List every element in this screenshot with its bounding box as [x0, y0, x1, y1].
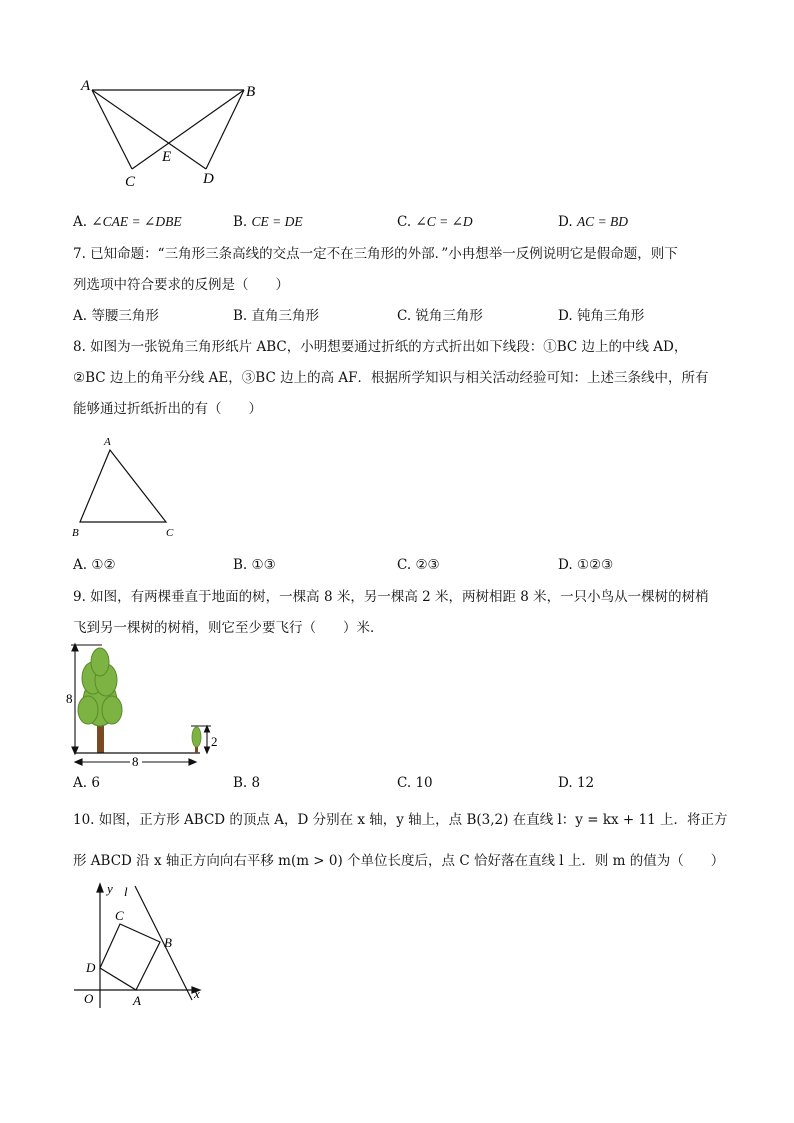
arrow-left-icon	[75, 759, 82, 765]
option-text: 8	[251, 775, 261, 791]
option-letter: A.	[73, 214, 88, 230]
option-text: 6	[91, 775, 100, 791]
label-e: E	[162, 149, 172, 165]
axis-x-label: x	[194, 986, 200, 1001]
distance-label: 8	[132, 754, 139, 769]
y-axis-arrow-icon	[97, 884, 103, 892]
tall-height-label: 8	[66, 691, 73, 706]
q6-option-d[interactable]	[558, 213, 628, 231]
option-letter: B.	[233, 308, 248, 324]
q10-coordinate-figure	[70, 880, 210, 1010]
option-letter: C.	[397, 214, 412, 230]
option-text: CE = DE	[251, 214, 303, 229]
segment-bd	[206, 90, 244, 169]
axis-y-label: y	[107, 881, 113, 896]
short-tree-crown-icon	[192, 727, 201, 747]
option-text: ①②	[91, 557, 116, 573]
q8-text-line3: 能够通过折纸折出的有（ ）	[73, 401, 262, 417]
q7-option-d[interactable]	[558, 307, 644, 325]
short-height-label: 2	[211, 734, 218, 749]
q8-text-line2: ②BC 边上的角平分线 AE，③BC 边上的高 AF．根据所学知识与相关活动经验可知：上述三条线中，所有	[73, 370, 709, 386]
tall-tree-trunk	[97, 724, 104, 753]
q9-option-c[interactable]	[397, 774, 433, 792]
q9-trees-figure	[66, 640, 226, 770]
tall-tree-crown-icon	[78, 648, 122, 726]
arrow-up-icon	[205, 726, 210, 732]
segment-ac	[92, 90, 132, 169]
label-b: B	[246, 84, 256, 100]
option-text: AC = BD	[576, 214, 629, 229]
option-letter: A.	[73, 308, 88, 324]
option-letter: D.	[558, 775, 573, 791]
option-text: 钝角三角形	[576, 308, 645, 324]
option-text: 锐角三角形	[415, 308, 483, 324]
q6-figure	[78, 78, 268, 193]
q8-option-d[interactable]	[558, 556, 613, 574]
q9-text-line2: 飞到另一棵树的树梢，则它至少要飞行（ ）米．	[73, 620, 384, 636]
option-text: 12	[576, 775, 595, 791]
arrow-right-icon	[189, 759, 196, 765]
q7-text-line1: 7. 已知命题：“三角形三条高线的交点一定不在三角形的外部．”小冉想举一反例说明它是假命题，则下	[73, 246, 678, 262]
label-b: B	[72, 527, 79, 539]
option-letter: C.	[397, 557, 412, 573]
q8-text-line1: 8. 如图为一张锐角三角形纸片 ABC，小明想要通过折纸的方式折出如下线段：①BC 边上的中线 AD，	[73, 339, 688, 355]
q8-option-b[interactable]	[233, 556, 276, 574]
q8-triangle-figure	[68, 432, 188, 542]
arrow-down-icon	[205, 747, 210, 753]
option-text: 等腰三角形	[91, 308, 159, 324]
q7-option-a[interactable]	[73, 307, 159, 325]
option-text: 10	[415, 775, 433, 791]
label-b: B	[164, 935, 172, 950]
option-letter: A.	[73, 775, 88, 791]
option-text: ②③	[415, 557, 440, 573]
option-letter: C.	[397, 775, 412, 791]
label-d: D	[203, 171, 214, 187]
label-c: C	[115, 908, 124, 923]
option-letter: B.	[233, 214, 248, 230]
option-text: ∠C = ∠D	[415, 214, 473, 229]
option-letter: D.	[558, 557, 573, 573]
q9-text-line1: 9. 如图，有两棵垂直于地面的树，一棵高 8 米，另一棵高 2 米，两树相距 8 米，一只小鸟从一棵树的树梢	[73, 589, 709, 605]
label-c: C	[166, 527, 174, 539]
option-letter: B.	[233, 775, 248, 791]
square-abcd	[100, 924, 160, 990]
option-text: ①②③	[576, 557, 614, 573]
q9-option-a[interactable]	[73, 774, 100, 792]
option-letter: D.	[558, 214, 573, 230]
q8-option-a[interactable]	[73, 556, 116, 574]
label-a: A	[81, 78, 91, 94]
q10-text-line1: 10. 如图，正方形 ABCD 的顶点 A，D 分别在 x 轴，y 轴上，点 B(3,2) 在直线 l：y = kx + 11 上．将正方	[73, 812, 728, 828]
origin-label: O	[84, 991, 94, 1006]
q9-option-b[interactable]	[233, 774, 260, 792]
option-text: ∠CAE = ∠DBE	[91, 214, 182, 229]
option-letter: C.	[397, 308, 412, 324]
q6-option-c[interactable]	[397, 213, 473, 231]
q9-option-d[interactable]	[558, 774, 594, 792]
q7-option-c[interactable]	[397, 307, 483, 325]
q6-option-a[interactable]	[73, 213, 182, 231]
label-a: A	[104, 436, 111, 448]
option-letter: B.	[233, 557, 248, 573]
option-text: 直角三角形	[251, 308, 320, 324]
label-c: C	[125, 174, 136, 190]
line-l-label: l	[124, 884, 128, 899]
option-letter: D.	[558, 308, 573, 324]
q7-option-b[interactable]	[233, 307, 319, 325]
q10-text-line2: 形 ABCD 沿 x 轴正方向向右平移 m(m > 0) 个单位长度后，点 C 恰好落在直线 l 上．则 m 的值为（ ）	[73, 853, 725, 869]
q6-option-b[interactable]	[233, 213, 303, 231]
option-letter: A.	[73, 557, 88, 573]
label-d: D	[86, 960, 96, 975]
option-text: ①③	[251, 557, 276, 573]
q8-option-c[interactable]	[397, 556, 440, 574]
q7-text-line2: 列选项中符合要求的反例是（ ）	[73, 277, 289, 293]
triangle-abc	[80, 450, 166, 522]
label-a: A	[133, 993, 141, 1008]
